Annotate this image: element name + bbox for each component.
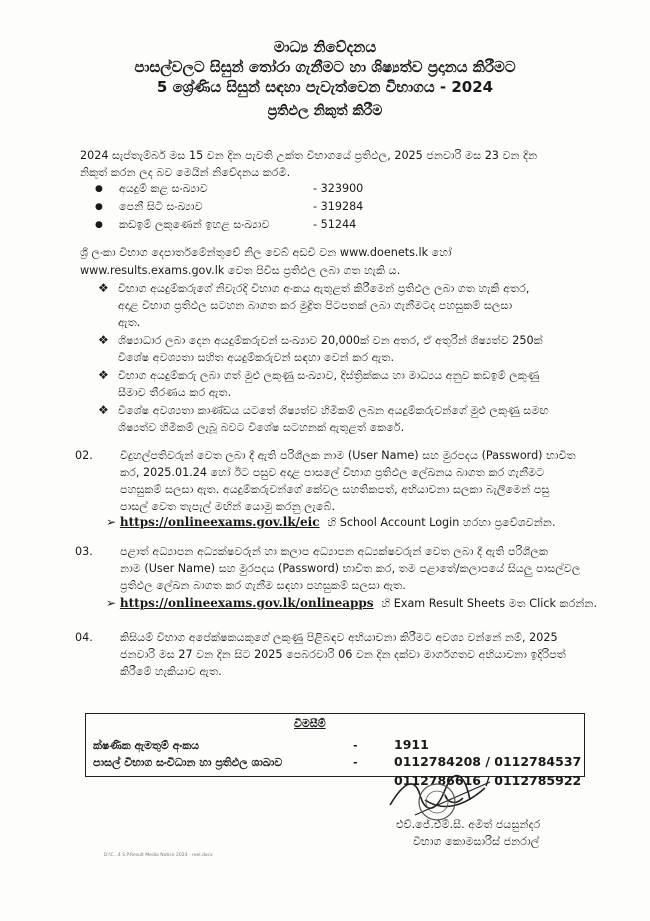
section-02-line-2: කර, 2025.01.24 හෝ ඊට පසුව අදාළ පාසලේ විභාග ප්‍රතිඵල ලේඛනය බාගත කර ගැනීමට: [120, 466, 545, 479]
header-line-results-release: ප්‍රතිඵල නිකුත් කිරීම: [267, 103, 383, 119]
section-03-link-suffix: හි Exam Result Sheets මත Click කරන්න.: [381, 597, 598, 610]
header-line-media-notice: මාධ්‍ය නිවේදනය: [273, 38, 377, 56]
hotline-dash: -: [353, 739, 358, 752]
section-02-line-4: පාසල් වෙත තැපැල් මඟින් යොමු කරනු ලැබේ.: [120, 500, 336, 513]
diamond-bullet-icon: ❖: [98, 281, 109, 295]
stat-value-above-cutoff: - 51244: [313, 218, 357, 231]
arrow-icon: ➢: [106, 515, 117, 529]
point-1-line-1: විභාග අයදුම්කරුගේ නිවැරදි විභාග අංකය ඇතුළත් කිරීමෙන් ප්‍රතිඵල ලබා ගත හැකි අතර,: [118, 282, 530, 295]
intro-line-2: නිකුත් කරන ලද බව මෙයින් නිවේදනය කරමි.: [80, 166, 291, 179]
signatory-title: විභාග කොමසාරිස් ජනරාල්: [413, 835, 540, 848]
intro-line-1: 2024 සැප්තැම්බර් මස 15 වන දින පැවති උක්ත විභාගයේ ප්‍රතිඵල, 2025 ජනවාරි මස 23 වන දින: [80, 149, 538, 162]
section-03-number: 03.: [75, 545, 93, 558]
section-03-link-row: [106, 597, 597, 609]
hotline-label: ක්ෂණික ඇමතුම් අංකය: [93, 739, 200, 752]
arrow-icon: ➢: [106, 596, 117, 610]
bullet-icon: ●: [95, 220, 103, 230]
point-2-line-2: විශේෂ අවශ්‍යතා සහිත අයදුම්කරුවන් සඳහා වෙන් කර ඇත.: [118, 351, 395, 364]
point-4-line-1: විශේෂ අවශ්‍යතා කාණ්ඩය යටතේ ශිෂ්‍යත්ව හිමිකම් ලබන අයදුම්කරුවන්ගේ මුළු ලකුණු සමඟ: [118, 404, 549, 417]
branch-label: පාසල් විභාග සංවිධාන හා ප්‍රතිඵල ශාඛාව: [93, 756, 283, 769]
eic-link[interactable]: https://onlineexams.gov.lk/eic: [119, 515, 320, 529]
diamond-bullet-icon: ❖: [98, 333, 109, 347]
stat-value-sat: - 319284: [313, 200, 364, 213]
bullet-icon: ●: [95, 202, 103, 212]
websites-line-1: ශ්‍රී ලංකා විභාග දෙපාර්තමේන්තුවේ නිල වෙබ් අඩවි වන www.doenets.lk හෝ: [80, 246, 452, 259]
section-03-line-3: ප්‍රතිඵල ලේඛන බාගත කර ගැනීම සඳහා පහසුකම් සලසා ඇත.: [120, 579, 406, 592]
section-02-line-1: විදුහල්පතිවරුන් වෙත ලබා දී ඇති පරිශීලක නාම (User Name) සහ මුරපදය (Password) භාවිත: [120, 449, 576, 462]
section-04-line-3: කිරීමේ හැකියාව ඇත.: [120, 665, 222, 678]
section-04-line-2: ජනවාරි මස 27 වන දින සිට 2025 පෙබරවාරි 06 වන දින දක්වා මාර්ගගතව අභියාචනා ඉදිරිපත්: [120, 648, 566, 661]
branch-numbers-1: 0112784208 / 0112784537: [394, 754, 582, 769]
section-04-number: 04.: [75, 631, 93, 644]
header-line-purpose: පාසල්වලට සිසුන් තෝරා ගැනීමට හා ශිෂ්‍යත්ව ප්‍රදානය කිරීමට: [134, 58, 516, 76]
stat-label-above-cutoff: කඩඉම් ලකුණෙන් ඉහළ සංඛ්‍යාව: [119, 218, 270, 231]
branch-dash: -: [353, 756, 358, 769]
section-02-link-row: [106, 516, 556, 528]
hotline-number: 1911: [394, 737, 429, 752]
stat-label-sat: පෙනී සිටි සංඛ්‍යාව: [119, 200, 203, 213]
onlineapps-link[interactable]: https://onlineexams.gov.lk/onlineapps: [119, 596, 374, 610]
point-1-line-2: අදාළ විභාග ප්‍රතිඵල සටහන බාගත කර මුද්‍රිත පිටපතක් ලබා ගැනීමටද පහසුකම් සලසා: [118, 299, 513, 312]
websites-line-2: www.results.exams.gov.lk වෙත පිවිස ප්‍රතිඵල ලබා ගත හැකි ය.: [80, 264, 401, 277]
point-3-line-2: සීමාව තීරණය කර ඇත.: [118, 386, 232, 399]
section-02-line-3: පහසුකම් සලසා ඇත. අයදුම්කරුවන්ගේ කේවල සහතිකපත්, අභියාචනා සලකා බැලීමෙන් පසු: [120, 483, 550, 496]
contact-heading: විමසීම්: [294, 717, 326, 730]
section-04-line-1: කිසියම් විභාග අපේක්ෂකයකුගේ ලකුණු පිළිබඳව අභියාචනා කිරීමට අවශ්‍ය වන්නේ නම්, 2025: [120, 631, 558, 644]
point-3-line-1: විභාග අයදුම්කරු ලබා ගත් මුළු ලකුණු සංඛ්‍යාව, දිස්ත්‍රික්කය හා මාධ්‍යය අනුව කඩඉම් ලකුණු: [118, 369, 540, 382]
bullet-icon: ●: [95, 184, 103, 194]
point-1-line-3: ඇත.: [118, 316, 141, 329]
point-4-line-2: ශිෂ්‍යත්ව හිමිකම් ලැබූ බවට විශේෂ සටහනක් ඇතුළත් කෙරේ.: [118, 421, 405, 434]
header-line-exam: 5 ශ්‍රේණිය සිසුන් සඳහා පැවැත්වෙන විභාගය - 2024: [156, 78, 494, 96]
branch-numbers-2: 0112786616 / 0112785922: [394, 773, 582, 788]
section-02-number: 02.: [75, 449, 93, 462]
section-03-line-2: නාම (User Name) සහ මුරපදය (Password) භාවිත කර, තම පළාතේ/කලාපයේ සියලු පාසල්වල: [120, 562, 581, 575]
section-02-link-suffix: හි School Account Login හරහා ප්‍රවේශවන්න.: [327, 516, 556, 529]
point-2-line-1: ශිෂ්‍යාධාර ලබා දෙන අයදුම්කරුවන් සංඛ්‍යාව 20,000ක් වන අතර, ඒ අතුරින් ශිෂ්‍යත්ව 250ක්: [118, 334, 543, 347]
diamond-bullet-icon: ❖: [98, 403, 109, 417]
stat-label-applied: අයදුම් කළ සංඛ්‍යාව: [119, 182, 208, 195]
signatory-name: එච්.ජේ.එම්.සී. අමිත් ජයසුන්දර: [396, 818, 541, 831]
section-03-line-1: පළාත් අධ්‍යාපන අධ්‍යක්ෂවරුන් හා කලාප අධ්‍යාපන අධ්‍යක්ෂවරුන් වෙත ලබා දී ඇති පරිශීලක: [120, 545, 548, 558]
footer-file-path: D:\C...4 S.P.Result Media Notice 2024 - reel.docx: [104, 853, 213, 858]
stat-value-applied: - 323900: [313, 182, 364, 195]
diamond-bullet-icon: ❖: [98, 368, 109, 382]
